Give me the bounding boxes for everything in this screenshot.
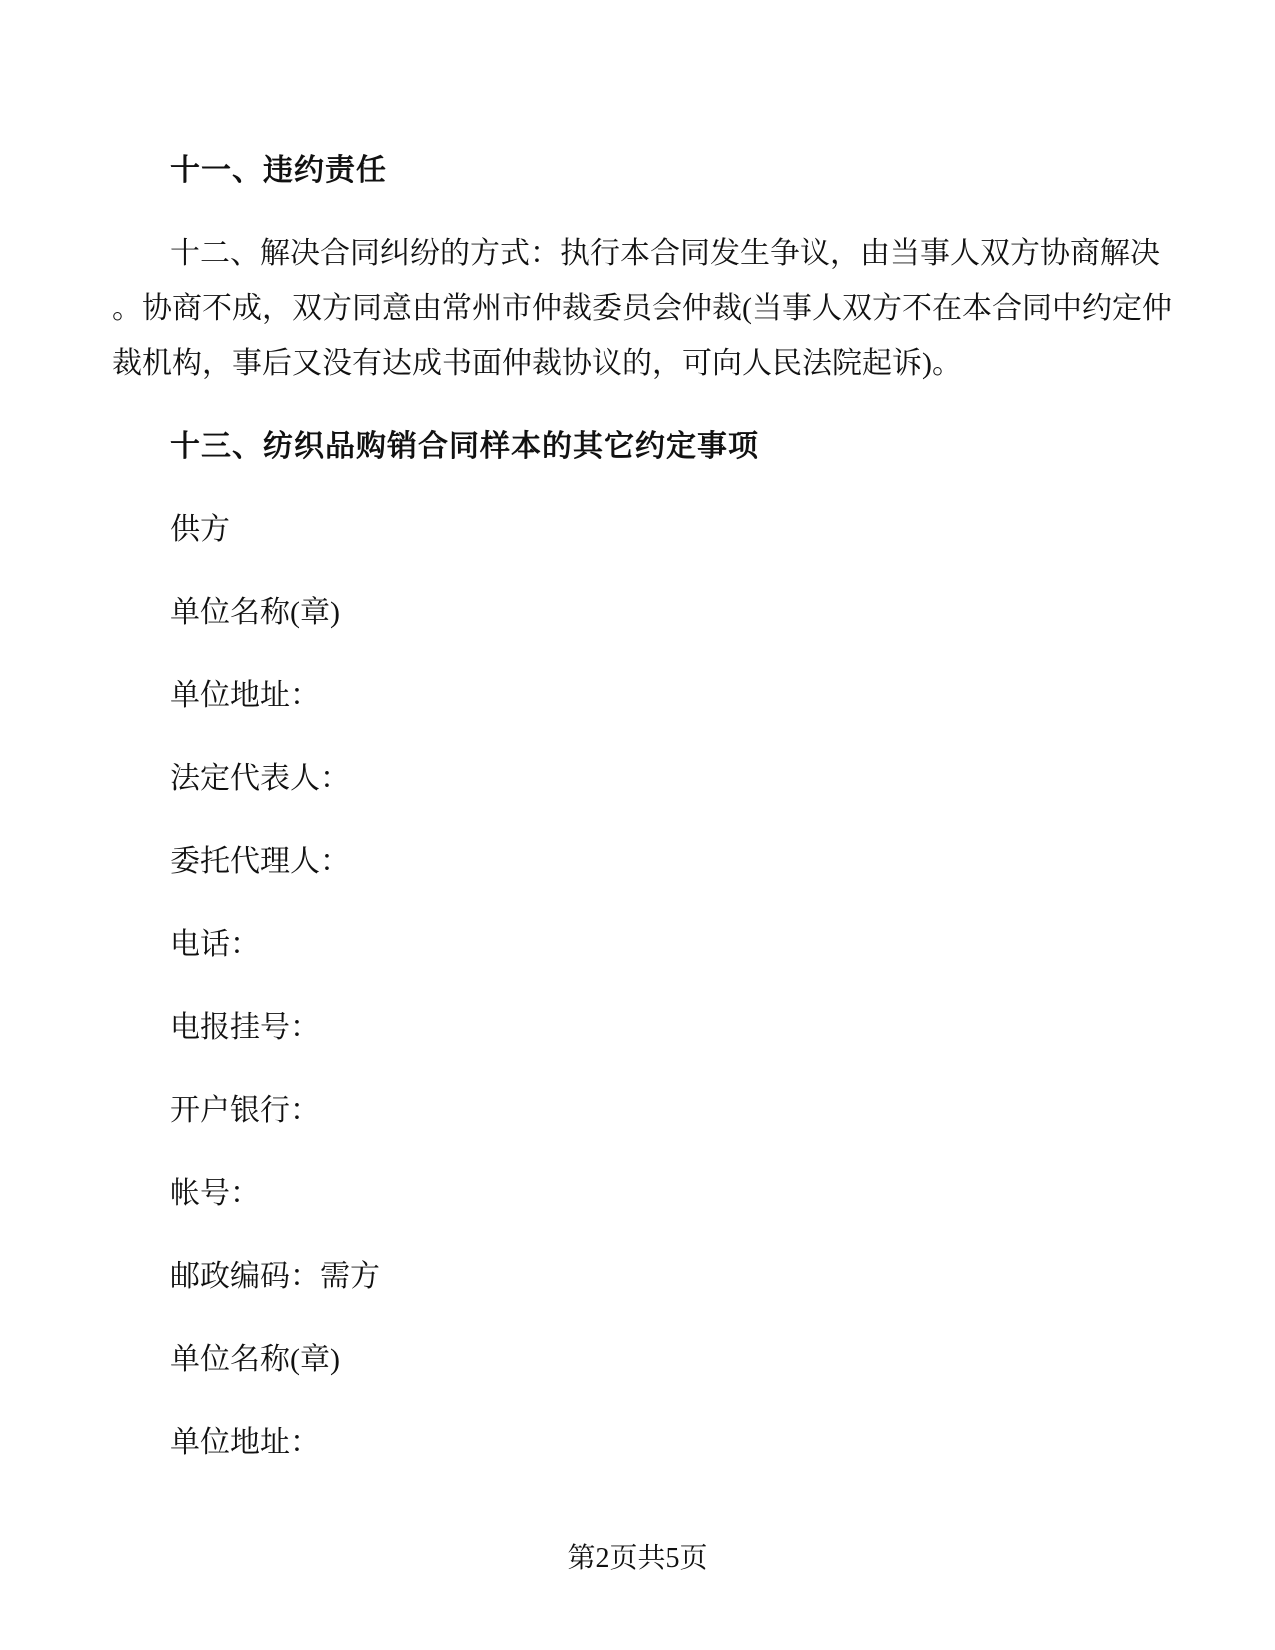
clause-12-line-1: 十二、解决合同纠纷的方式：执行本合同发生争议，由当事人双方协商解决 xyxy=(170,237,1160,270)
field-legal-representative: 法定代表人： xyxy=(170,762,350,795)
page-number-indicator: 第2页共5页 xyxy=(567,1543,708,1574)
clause-13-heading: 十三、纺织品购销合同样本的其它约定事项 xyxy=(170,430,759,463)
clause-12-line-2: 。协商不成，双方同意由常州市仲裁委员会仲裁(当事人双方不在本合同中约定仲 xyxy=(112,292,1172,325)
clause-12-line-3: 裁机构，事后又没有达成书面仲裁协议的，可向人民法院起诉)。 xyxy=(112,347,962,380)
field-unit-address-2: 单位地址： xyxy=(170,1426,320,1459)
field-supplier-label: 供方 xyxy=(170,513,230,546)
field-phone: 电话： xyxy=(170,928,260,961)
field-unit-name: 单位名称(章) xyxy=(170,596,340,629)
clause-11-heading: 十一、违约责任 xyxy=(170,154,387,187)
field-entrusted-agent: 委托代理人： xyxy=(170,845,350,878)
field-unit-address: 单位地址： xyxy=(170,679,320,712)
field-postal-code-buyer: 邮政编码：需方 xyxy=(170,1260,380,1293)
field-unit-name-2: 单位名称(章) xyxy=(170,1343,340,1376)
field-account-number: 帐号： xyxy=(170,1177,260,1210)
field-opening-bank: 开户银行： xyxy=(170,1094,320,1127)
clause-12-paragraph xyxy=(112,226,1172,391)
field-telegraph-number: 电报挂号： xyxy=(170,1011,320,1044)
contract-body xyxy=(112,143,1172,1498)
